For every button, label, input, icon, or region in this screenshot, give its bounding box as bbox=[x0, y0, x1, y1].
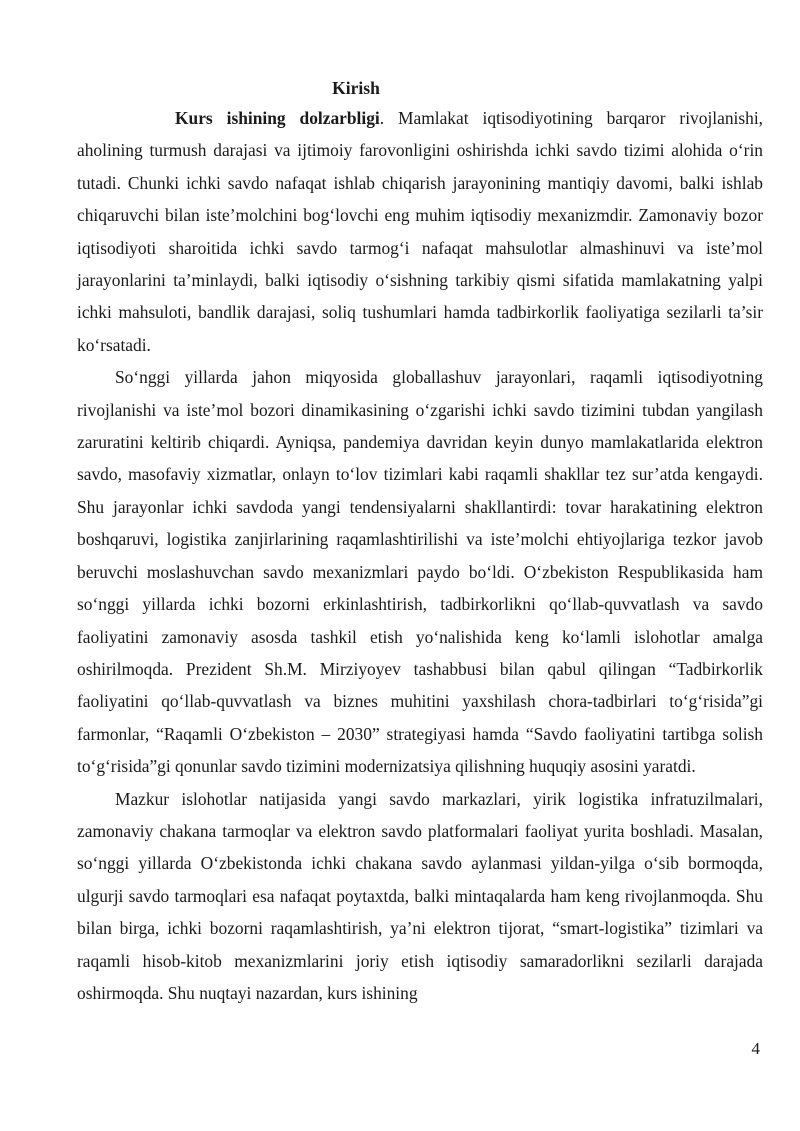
paragraph-globalization: So‘nggi yillarda jahon miqyosida globallashuv jarayonlari, raqamli iqtisodiyotning rivojlanishi va iste’mol bozori dinamikasining o‘zgarishi ichki savdo tizimini tubdan yangilash zaruratini keltirib chiqardi. Ayniqsa, pandemiya davridan keyin dunyo mamlakatlarida elektron savdo, masofaviy xizmatlar, onlayn to‘lov tizimlari kabi raqamli shakllar tez sur’atda kengaydi. Shu jarayonlar ichki savdoda yangi tendensiyalarni shakllantirdi: tovar harakatining elektron boshqaruvi, logistika zanjirlarining raqamlashtirilishi va iste’molchi ehtiyojlariga tezkor javob beruvchi moslashuvchan savdo mexanizmlari paydo bo‘ldi. O‘zbekiston Respublikasida ham so‘nggi yillarda ichki bozorni erkinlashtirish, tadbirkorlikni qo‘llab-quvvatlash va savdo faoliyatini zamonaviy asosda tashkil etish yo‘nalishida keng ko‘lamli islohotlar amalga oshirilmoqda. Prezident Sh.M. Mirziyoyev tashabbusi bilan qabul qilingan “Tadbirkorlik faoliyatini qo‘llab-quvvatlash va biznes muhitini yaxshilash chora-tadbirlari to‘g‘risida”gi farmonlar, “Raqamli O‘zbekiston – 2030” strategiyasi hamda “Savdo faoliyatini tartibga solish to‘g‘risida”gi qonunlar savdo tizimini modernizatsiya qilishning huquqiy asosini yaratdi. bbox=[77, 367, 763, 777]
paragraph-text: . Mamlakat iqtisodiyotining barqaror rivojlanishi, aholining turmush darajasi va ijtimoiy farovonligini oshirishda ichki savdo tizimi alohida o‘rin tutadi. Chunki ichki savdo nafaqat ishlab chiqarish jarayonining mantiqiy davomi, balki ishlab chiqaruvchi bilan iste’molchini bog‘lovchi eng muhim iqtisodiy mexanizmdir. Zamonaviy bozor iqtisodiyoti sharoitida ichki savdo tarmog‘i nafaqat mahsulotlar almashinuvi va iste’mol jarayonlarini ta’minlaydi, balki iqtisodiy o‘sishning tarkibiy qismi sifatida mamlakatning yalpi ichki mahsuloti, bandlik darajasi, soliq tushumlari hamda tadbirkorlik faoliyatiga sezilarli ta’sir ko‘rsatadi. bbox=[77, 108, 763, 355]
paragraph-relevance bbox=[77, 102, 763, 361]
page-number: 4 bbox=[751, 1039, 760, 1058]
paragraph-lead: Kurs ishining dolzarbligi bbox=[175, 108, 380, 128]
paragraph-reforms: Mazkur islohotlar natijasida yangi savdo markazlari, yirik logistika infratuzilmalari, zamonaviy chakana tarmoqlar va elektron savdo platformalari faoliyat yurita boshladi. Masalan, so‘nggi yillarda O‘zbekistonda ichki chakana savdo aylanmasi yildan-yilga o‘sib bormoqda, ulgurji savdo tarmoqlari esa nafaqat poytaxtda, balki mintaqalarda ham keng rivojlanmoqda. Shu bilan birga, ichki bozorni raqamlashtirish, ya’ni elektron tijorat, “smart-logistika” tizimlari va raqamli hisob-kitob mexanizmlarini joriy etish iqtisodiy samaradorlikni sezilarli darajada oshirmoqda. Shu nuqtayi nazardan, kurs ishining bbox=[77, 788, 763, 1003]
section-title: Kirish bbox=[332, 78, 380, 98]
body-text bbox=[77, 102, 763, 1009]
